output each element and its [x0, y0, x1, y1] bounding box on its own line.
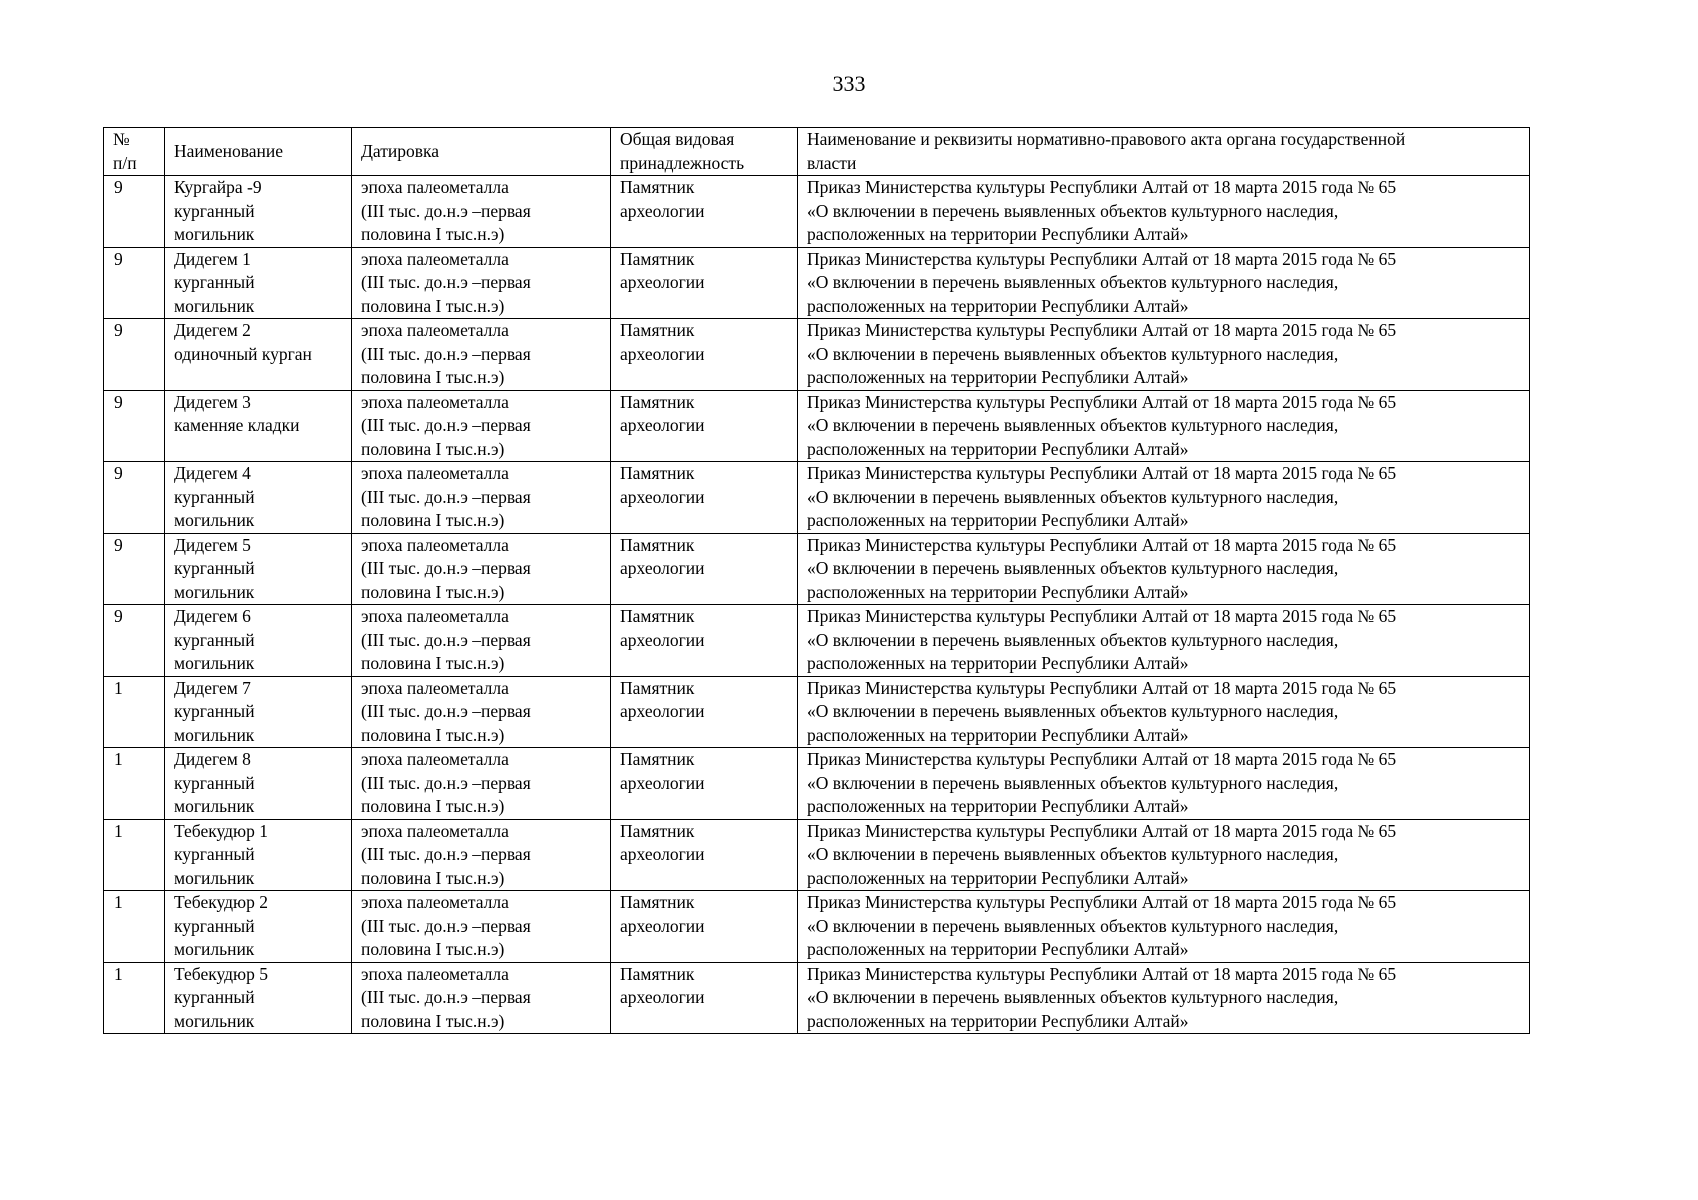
type-cell — [611, 176, 798, 248]
object-name-line: могильник — [174, 867, 255, 888]
legal-act-line: «О включении в перечень выявленных объектов культурного наследия, — [807, 415, 1339, 435]
dating-line: (III тыс. до.н.э –первая — [361, 915, 531, 936]
header-dating — [352, 128, 611, 176]
legal-act-line: расположенных на территории Республики Алтай» — [807, 438, 1189, 459]
dating-line: эпоха палеометалла — [361, 892, 509, 912]
row-number: 1 — [114, 749, 123, 769]
dating-line: половина I тыс.н.э) — [361, 867, 505, 888]
header-num-line: п/п — [113, 152, 137, 173]
row-number-cell — [104, 605, 165, 677]
dating-line: (III тыс. до.н.э –первая — [361, 987, 531, 1007]
object-name-line: Дидегем 4 — [174, 463, 251, 483]
object-name-line: курганный — [174, 558, 255, 578]
object-name-cell — [165, 390, 352, 462]
header-act — [798, 128, 1530, 176]
legal-act-line: «О включении в перечень выявленных объектов культурного наследия, — [807, 844, 1339, 864]
object-name-line: могильник — [174, 796, 255, 816]
type-line: Памятник — [620, 463, 695, 483]
object-name-line: курганный — [174, 701, 255, 721]
dating-line: (III тыс. до.н.э –первая — [361, 629, 531, 650]
object-name-line: курганный — [174, 200, 255, 221]
type-line: Памятник — [620, 534, 695, 555]
legal-act-line: Приказ Министерства культуры Республики Алтай от 18 марта 2015 года № 65 — [807, 320, 1397, 340]
table-row — [104, 176, 1530, 248]
table-row — [104, 819, 1530, 891]
object-name-line: каменняе кладки — [174, 415, 300, 435]
type-line: археологии — [620, 200, 705, 221]
dating-line: эпоха палеометалла — [361, 463, 509, 483]
type-line: Памятник — [620, 606, 695, 626]
type-cell — [611, 962, 798, 1034]
type-line: Памятник — [620, 248, 695, 269]
object-name-line: Дидегем 5 — [174, 534, 251, 555]
row-number-cell — [104, 462, 165, 534]
table-body — [104, 176, 1530, 1034]
legal-act-line: расположенных на территории Республики Алтай» — [807, 653, 1189, 673]
row-number: 9 — [114, 534, 123, 555]
dating-line: половина I тыс.н.э) — [361, 581, 505, 602]
legal-act-line: расположенных на территории Республики Алтай» — [807, 295, 1189, 316]
object-name-line: одиночный курган — [174, 343, 312, 364]
object-name-line: курганный — [174, 272, 255, 292]
dating-line: (III тыс. до.н.э –первая — [361, 272, 531, 292]
row-number: 9 — [114, 391, 123, 412]
legal-act-line: расположенных на территории Республики Алтай» — [807, 796, 1189, 816]
type-cell — [611, 819, 798, 891]
legal-act-line: Приказ Министерства культуры Республики Алтай от 18 марта 2015 года № 65 — [807, 892, 1397, 912]
type-line: археологии — [620, 987, 705, 1007]
row-number-cell — [104, 891, 165, 963]
header-act-line: Наименование и реквизиты нормативно-правового акта органа государственной — [807, 129, 1406, 149]
type-line: археологии — [620, 415, 705, 435]
object-name-line: Дидегем 1 — [174, 248, 251, 269]
object-name-line: могильник — [174, 939, 255, 959]
type-cell — [611, 319, 798, 391]
object-name-line: могильник — [174, 224, 255, 244]
dating-cell — [352, 605, 611, 677]
dating-cell — [352, 176, 611, 248]
legal-act-line: расположенных на территории Республики Алтай» — [807, 867, 1189, 888]
row-number-cell — [104, 533, 165, 605]
table-row — [104, 319, 1530, 391]
row-number-cell — [104, 676, 165, 748]
legal-act-line: Приказ Министерства культуры Республики Алтай от 18 марта 2015 года № 65 — [807, 606, 1397, 626]
row-number-cell — [104, 748, 165, 820]
type-cell — [611, 247, 798, 319]
object-name-cell — [165, 247, 352, 319]
object-name-line: Дидегем 3 — [174, 391, 251, 412]
object-name-cell — [165, 819, 352, 891]
legal-act-line: расположенных на территории Республики Алтай» — [807, 1010, 1189, 1031]
dating-line: половина I тыс.н.э) — [361, 653, 505, 673]
dating-cell — [352, 319, 611, 391]
table-row — [104, 962, 1530, 1034]
header-act-line: власти — [807, 152, 857, 173]
row-number: 9 — [114, 463, 123, 483]
type-line: Памятник — [620, 749, 695, 769]
object-name-line: могильник — [174, 653, 255, 673]
dating-line: (III тыс. до.н.э –первая — [361, 415, 531, 435]
header-num — [104, 128, 165, 176]
heritage-registry-table — [103, 127, 1530, 1034]
table-row — [104, 748, 1530, 820]
object-name-line: Тебекудюр 2 — [174, 892, 268, 912]
dating-line: половина I тыс.н.э) — [361, 724, 505, 745]
dating-line: (III тыс. до.н.э –первая — [361, 701, 531, 721]
dating-line: (III тыс. до.н.э –первая — [361, 558, 531, 578]
header-type — [611, 128, 798, 176]
type-cell — [611, 748, 798, 820]
type-line: археологии — [620, 343, 705, 364]
type-cell — [611, 605, 798, 677]
type-line: Памятник — [620, 391, 695, 412]
object-name-line: Тебекудюр 1 — [174, 820, 268, 841]
row-number: 9 — [114, 606, 123, 626]
object-name-cell — [165, 605, 352, 677]
dating-cell — [352, 676, 611, 748]
type-cell — [611, 462, 798, 534]
legal-act-line: расположенных на территории Республики Алтай» — [807, 367, 1189, 387]
object-name-line: Дидегем 7 — [174, 677, 251, 698]
object-name-line: Кургайра -9 — [174, 177, 262, 197]
dating-cell — [352, 748, 611, 820]
row-number: 1 — [114, 677, 123, 698]
object-name-cell — [165, 891, 352, 963]
legal-act-line: Приказ Министерства культуры Республики Алтай от 18 марта 2015 года № 65 — [807, 820, 1397, 841]
table-row — [104, 462, 1530, 534]
dating-line: эпоха палеометалла — [361, 677, 509, 698]
type-line: археологии — [620, 772, 705, 793]
dating-cell — [352, 247, 611, 319]
dating-line: (III тыс. до.н.э –первая — [361, 772, 531, 793]
dating-line: эпоха палеометалла — [361, 248, 509, 269]
object-name-cell — [165, 962, 352, 1034]
legal-act-line: расположенных на территории Республики Алтай» — [807, 510, 1189, 530]
table-row — [104, 247, 1530, 319]
row-number: 9 — [114, 320, 123, 340]
page-number-text: 333 — [832, 71, 866, 96]
row-number-cell — [104, 819, 165, 891]
legal-act-cell — [798, 390, 1530, 462]
object-name-cell — [165, 462, 352, 534]
legal-act-cell — [798, 176, 1530, 248]
legal-act-line: «О включении в перечень выявленных объектов культурного наследия, — [807, 486, 1339, 507]
row-number: 1 — [114, 892, 123, 912]
dating-line: эпоха палеометалла — [361, 749, 509, 769]
legal-act-cell — [798, 605, 1530, 677]
table-header — [104, 128, 1530, 176]
header-type-line: принадлежность — [620, 152, 745, 173]
object-name-cell — [165, 176, 352, 248]
type-line: археологии — [620, 558, 705, 578]
row-number: 9 — [114, 177, 123, 197]
legal-act-cell — [798, 319, 1530, 391]
header-type-line: Общая видовая — [620, 129, 735, 149]
object-name-line: Дидегем 6 — [174, 606, 251, 626]
type-line: археологии — [620, 844, 705, 864]
row-number: 9 — [114, 248, 123, 269]
dating-line: половина I тыс.н.э) — [361, 438, 505, 459]
object-name-line: Дидегем 8 — [174, 749, 251, 769]
legal-act-cell — [798, 247, 1530, 319]
legal-act-cell — [798, 891, 1530, 963]
header-num-line: № — [113, 129, 130, 149]
type-line: Памятник — [620, 320, 695, 340]
page-number — [0, 71, 1698, 97]
dating-cell — [352, 819, 611, 891]
legal-act-line: расположенных на территории Республики Алтай» — [807, 224, 1189, 244]
object-name-line: курганный — [174, 915, 255, 936]
type-line: Памятник — [620, 820, 695, 841]
type-line: Памятник — [620, 177, 695, 197]
legal-act-line: Приказ Министерства культуры Республики Алтай от 18 марта 2015 года № 65 — [807, 677, 1397, 698]
dating-line: эпоха палеометалла — [361, 391, 509, 412]
row-number-cell — [104, 390, 165, 462]
legal-act-line: расположенных на территории Республики Алтай» — [807, 939, 1189, 959]
table-row — [104, 605, 1530, 677]
legal-act-line: Приказ Министерства культуры Республики Алтай от 18 марта 2015 года № 65 — [807, 391, 1397, 412]
legal-act-line: Приказ Министерства культуры Республики Алтай от 18 марта 2015 года № 65 — [807, 177, 1397, 197]
object-name-line: курганный — [174, 629, 255, 650]
type-line: археологии — [620, 701, 705, 721]
legal-act-line: «О включении в перечень выявленных объектов культурного наследия, — [807, 272, 1339, 292]
dating-cell — [352, 462, 611, 534]
legal-act-line: Приказ Министерства культуры Республики Алтай от 18 марта 2015 года № 65 — [807, 248, 1397, 269]
object-name-cell — [165, 748, 352, 820]
type-line: Памятник — [620, 892, 695, 912]
legal-act-line: расположенных на территории Республики Алтай» — [807, 581, 1189, 602]
legal-act-line: «О включении в перечень выявленных объектов культурного наследия, — [807, 343, 1339, 364]
row-number: 1 — [114, 820, 123, 841]
header-name — [165, 128, 352, 176]
legal-act-cell — [798, 533, 1530, 605]
legal-act-line: «О включении в перечень выявленных объектов культурного наследия, — [807, 629, 1339, 650]
header-dating-text: Датировка — [361, 140, 440, 161]
dating-line: (III тыс. до.н.э –первая — [361, 486, 531, 507]
object-name-line: Дидегем 2 — [174, 320, 251, 340]
table-row — [104, 390, 1530, 462]
legal-act-line: расположенных на территории Республики Алтай» — [807, 724, 1189, 745]
type-cell — [611, 533, 798, 605]
object-name-line: курганный — [174, 486, 255, 507]
object-name-cell — [165, 676, 352, 748]
dating-line: половина I тыс.н.э) — [361, 796, 505, 816]
dating-line: половина I тыс.н.э) — [361, 367, 505, 387]
dating-line: (III тыс. до.н.э –первая — [361, 343, 531, 364]
dating-line: эпоха палеометалла — [361, 177, 509, 197]
dating-line: половина I тыс.н.э) — [361, 295, 505, 316]
object-name-cell — [165, 319, 352, 391]
object-name-line: могильник — [174, 295, 255, 316]
legal-act-line: «О включении в перечень выявленных объектов культурного наследия, — [807, 200, 1339, 221]
table-header-row — [104, 128, 1530, 176]
type-line: Памятник — [620, 677, 695, 698]
legal-act-line: «О включении в перечень выявленных объектов культурного наследия, — [807, 915, 1339, 936]
legal-act-cell — [798, 748, 1530, 820]
dating-cell — [352, 891, 611, 963]
legal-act-line: Приказ Министерства культуры Республики Алтай от 18 марта 2015 года № 65 — [807, 463, 1397, 483]
dating-line: половина I тыс.н.э) — [361, 1010, 505, 1031]
dating-line: эпоха палеометалла — [361, 320, 509, 340]
table-row — [104, 676, 1530, 748]
type-cell — [611, 676, 798, 748]
type-line: Памятник — [620, 963, 695, 984]
dating-line: (III тыс. до.н.э –первая — [361, 844, 531, 864]
legal-act-line: «О включении в перечень выявленных объектов культурного наследия, — [807, 987, 1339, 1007]
legal-act-cell — [798, 462, 1530, 534]
dating-line: эпоха палеометалла — [361, 963, 509, 984]
type-line: археологии — [620, 272, 705, 292]
row-number-cell — [104, 319, 165, 391]
dating-cell — [352, 533, 611, 605]
legal-act-cell — [798, 676, 1530, 748]
dating-cell — [352, 962, 611, 1034]
legal-act-line: «О включении в перечень выявленных объектов культурного наследия, — [807, 701, 1339, 721]
type-line: археологии — [620, 629, 705, 650]
type-cell — [611, 390, 798, 462]
object-name-line: могильник — [174, 1010, 255, 1031]
dating-line: эпоха палеометалла — [361, 820, 509, 841]
type-cell — [611, 891, 798, 963]
object-name-line: могильник — [174, 724, 255, 745]
object-name-line: курганный — [174, 772, 255, 793]
header-name-text: Наименование — [174, 140, 284, 161]
object-name-line: курганный — [174, 844, 255, 864]
legal-act-cell — [798, 962, 1530, 1034]
legal-act-line: Приказ Министерства культуры Республики Алтай от 18 марта 2015 года № 65 — [807, 963, 1397, 984]
dating-cell — [352, 390, 611, 462]
object-name-line: курганный — [174, 987, 255, 1007]
type-line: археологии — [620, 915, 705, 936]
row-number-cell — [104, 247, 165, 319]
legal-act-line: «О включении в перечень выявленных объектов культурного наследия, — [807, 772, 1339, 793]
dating-line: эпоха палеометалла — [361, 534, 509, 555]
dating-line: половина I тыс.н.э) — [361, 510, 505, 530]
dating-line: половина I тыс.н.э) — [361, 224, 505, 244]
object-name-line: могильник — [174, 581, 255, 602]
dating-line: эпоха палеометалла — [361, 606, 509, 626]
table-row — [104, 891, 1530, 963]
object-name-cell — [165, 533, 352, 605]
row-number: 1 — [114, 963, 123, 984]
table-row — [104, 533, 1530, 605]
row-number-cell — [104, 962, 165, 1034]
legal-act-cell — [798, 819, 1530, 891]
dating-line: (III тыс. до.н.э –первая — [361, 200, 531, 221]
row-number-cell — [104, 176, 165, 248]
object-name-line: могильник — [174, 510, 255, 530]
legal-act-line: «О включении в перечень выявленных объектов культурного наследия, — [807, 558, 1339, 578]
legal-act-line: Приказ Министерства культуры Республики Алтай от 18 марта 2015 года № 65 — [807, 534, 1397, 555]
dating-line: половина I тыс.н.э) — [361, 939, 505, 959]
object-name-line: Тебекудюр 5 — [174, 963, 268, 984]
type-line: археологии — [620, 486, 705, 507]
legal-act-line: Приказ Министерства культуры Республики Алтай от 18 марта 2015 года № 65 — [807, 749, 1397, 769]
